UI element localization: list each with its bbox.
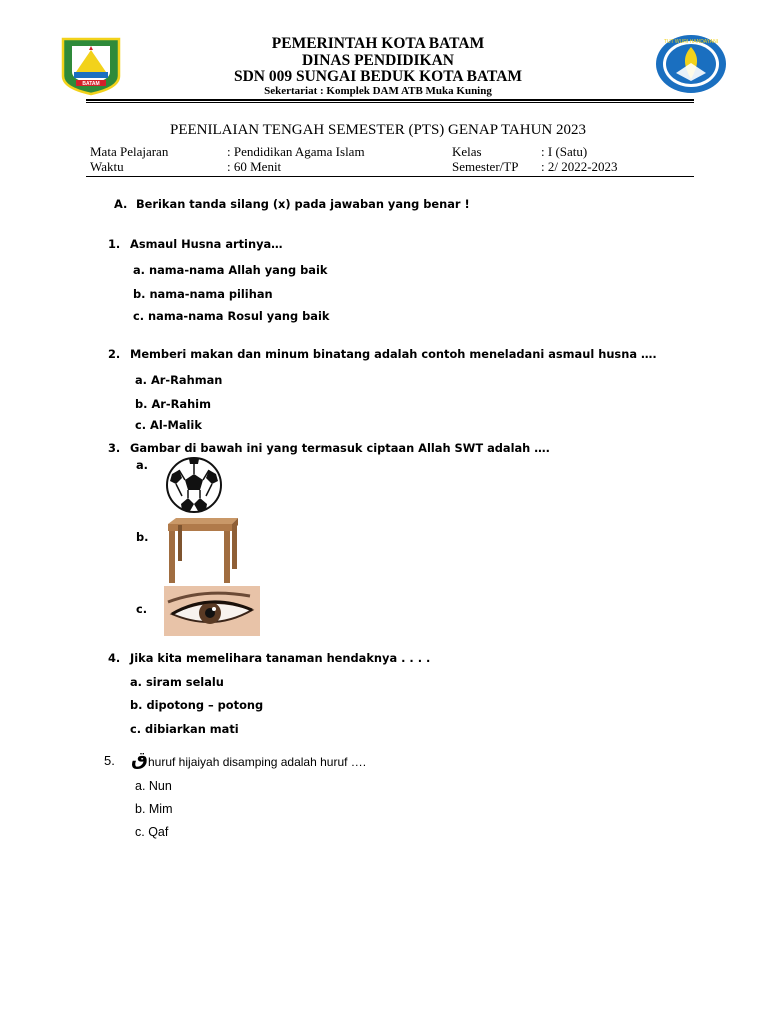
question-3-number: 3. [108,441,121,455]
question-1-number: 1. [108,237,121,251]
crest-text: BATAM [82,81,100,87]
time-value: : 60 Menit [227,159,282,174]
question-2-text: Memberi makan dan minum binatang adalah contoh meneladani asmaul husna …. [130,347,657,361]
question-4-option-a: a. siram selalu [130,675,224,689]
wooden-table-image [164,516,240,584]
question-2-number: 2. [108,347,121,361]
question-4-text: Jika kita memelihara tanaman hendaknya . . . . [130,651,431,665]
header-school-name: SDN 009 SUNGAI BEDUK KOTA BATAM [233,68,523,85]
header-divider-thin [86,102,694,103]
question-5-option-c: c. Qaf [135,825,169,839]
class-value: : I (Satu) [541,144,588,159]
question-5-option-a: a. Nun [135,779,172,793]
emblem-text: TUT WURI HANDAYANI [663,39,719,45]
arabic-letter-qaf: ق [131,748,148,770]
semester-label: Semester/TP [452,159,519,174]
exam-title: PEENILAIAN TENGAH SEMESTER (PTS) GENAP TAHUN 2023 [169,122,586,138]
header-department: DINAS PENDIDIKAN [301,52,454,69]
header-divider [86,99,694,101]
header-government: PEMERINTAH KOTA BATAM [271,35,485,52]
question-4-option-b: b. dipotong – potong [130,698,264,712]
meta-divider [86,176,694,177]
section-instruction: Berikan tanda silang (x) pada jawaban yang benar ! [136,197,470,211]
time-label: Waktu [90,159,124,174]
question-5-option-b: b. Mim [135,802,173,816]
question-1-text: Asmaul Husna artinya… [130,237,283,251]
question-2-option-a: a. Ar-Rahman [135,373,223,387]
soccer-ball-image [164,456,224,514]
class-label: Kelas [452,144,482,159]
question-2-option-b: b. Ar-Rahim [135,397,211,411]
question-1-option-a: a. nama-nama Allah yang baik [133,263,328,277]
header-address: Sekertariat : Komplek DAM ATB Muka Kuning [264,85,492,97]
subject-label: Mata Pelajaran [90,144,169,159]
question-3-option-b: b. [136,530,149,544]
question-4-number: 4. [108,651,121,665]
semester-value: : 2/ 2022-2023 [541,159,618,174]
human-eye-image [164,586,260,636]
section-letter: A. [114,197,128,211]
question-1-option-b: b. nama-nama pilihan [133,287,273,301]
subject-value: : Pendidikan Agama Islam [227,144,365,159]
question-4-option-c: c. dibiarkan mati [130,722,239,736]
question-3-option-c: c. [136,602,148,616]
question-5-number: 5. [104,753,115,768]
question-5-text: huruf hijaiyah disamping adalah huruf …. [148,755,367,769]
question-1-option-c: c. nama-nama Rosul yang baik [133,309,330,323]
question-2-option-c: c. Al-Malik [135,418,202,432]
question-3-option-a: a. [136,458,149,472]
question-3-text: Gambar di bawah ini yang termasuk ciptaan Allah SWT adalah …. [130,441,550,455]
